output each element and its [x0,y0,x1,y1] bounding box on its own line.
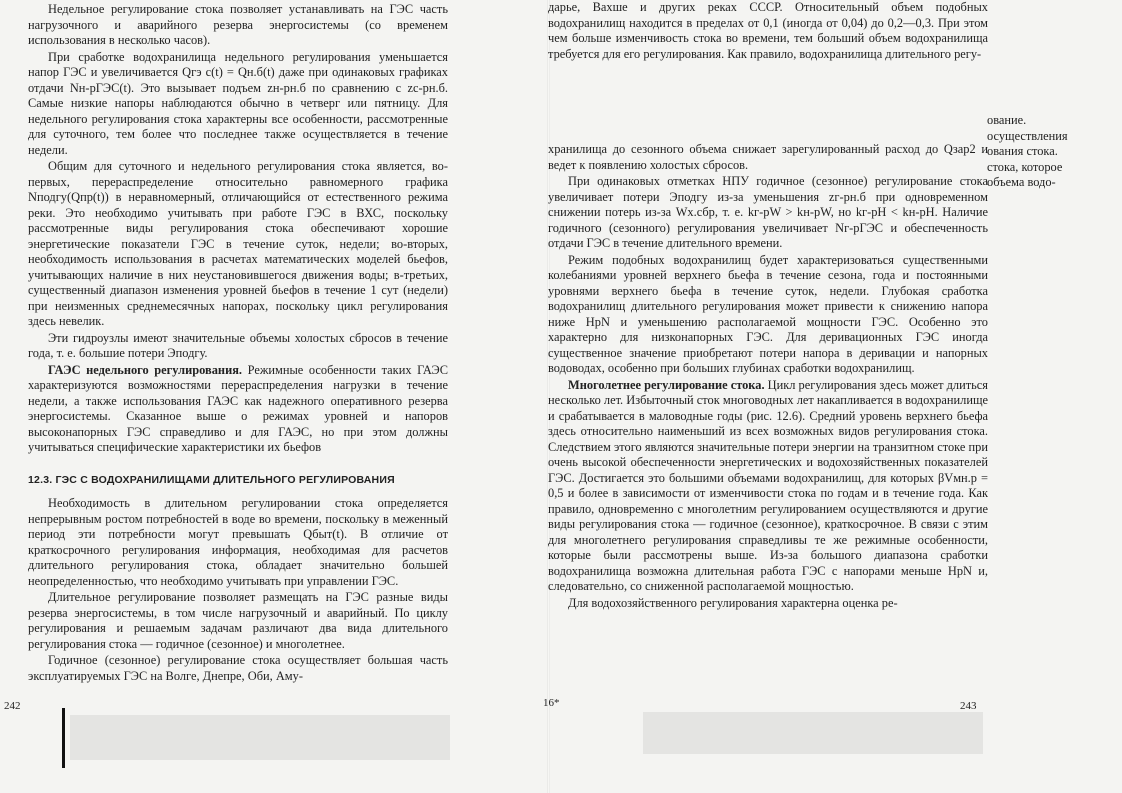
gaes-paragraph [28,363,448,456]
paragraph: При сработке водохранилища недельного регулирования уменьшается напор ГЭС и увеличивается Qгэ с(t) = Qн.б(t) даже при одинаковых графиках отдачи Nн-рГЭС(t). Это вызывает подъем zн-рн.б по сравнению с zс-рн.б. Самые низкие напоры наблюдаются обычно в четверг или пятницу. Для недельного регулирования стока характерны все особенности, рассмотренные для суточного, тем более что последнее также осуществляется в течение недели. [28,49,448,157]
page-number-right: 243 [960,700,977,712]
paragraph: Режим подобных водохранилищ будет характеризоваться существенными колебаниями уровней верхнего бьефа в течение сезона, года и постоянными уровнями верхнего бьефа в течение суток, недели. Глубокая сработка водохранилищ длительного регулирования может привести к снижению напора ниже HpN и уменьшению располагаемой мощности ГЭС. Особенно это характерно для низконапорных ГЭС. Для деривационных ГЭС иногда существенное значение приобретают потери напора в деривации и напорных водоводах, особенно при больших глубинах сработки водохранилищ. [548,252,988,375]
paragraph: Недельное регулирование стока позволяет устанавливать на ГЭС часть нагрузочного и аварийного резерва энергосистемы (со временем использования в несколько часов). [28,2,448,47]
bleed-through [70,715,450,760]
left-page [0,0,548,793]
paragraph: Эти гидроузлы имеют значительные объемы холостых сбросов в течение года, т. е. большие потери Эподгу. [28,330,448,360]
paragraph: Необходимость в длительном регулировании стока определяется непрерывным ростом потребностей в воде во времени, поскольку в меженный период эти потребности могут превышать Qбыт(t). В отличие от краткосрочного регулирования информация, необходимая для расчетов длительного регулирования стока, обладает значительно большей неопределенностью, что необходимо учитывать при управлении ГЭС. [28,496,448,588]
margin-fragment: объема водо- [987,175,1056,189]
multiyear-paragraph [548,378,988,595]
paragraph: При одинаковых отметках НПУ годичное (сезонное) регулирование стока увеличивает потери Эподгу из-за уменьшения zг-рн.б при одновременном снижении потерь из-за Wх.сбр, т. е. kг-рW > kн-рW, но kг-рH < kн-рH. Наличие годичного (сезонного) регулирования увеличивает Nг-рГЭС и обеспеченность отдачи ГЭС в течение длительного времени. [548,174,988,250]
paragraph: Для водохозяйственного регулирования характерна оценка ре- [568,595,898,610]
paragraph: хранилища до сезонного объема снижает зарегулированный расход до Qзар2 и ведет к появлению холостых сбросов. [548,142,988,172]
paragraph: дарье, Вахше и других реках СССР. Относительный объем подобных водохранилищ находится в пределах от 0,1 (иногда от 0,04) до 0,2—0,3. При этом чем больше изменчивость стока во времени, тем больший объем водохранилища требуется для его регулирования. Как правило, водохранилища длительного регу- [548,0,988,61]
left-column-top [28,2,448,456]
paragraph: Длительное регулирование позволяет размещать на ГЭС разные виды резерва энергосистемы, в том числе нагрузочный и аварийный. По циклу регулирования и решаемым задачам различают два вида длительного регулирования стока — годичное (сезонное) и многолетнее. [28,590,448,651]
adjacent-page-fragment [987,113,1122,191]
right-column-main [548,142,988,611]
gaes-text: Режимные особенности таких ГАЭС характеризуются возможностями перераспределения нагрузки в течение недели, а также использования ГАЭС как надежного оперативного резерва энергосистемы. Сказанное выше о режимах уровней и напоров высоконапорных ГЭС справедливо и для ГАЭС, но при этом должны учитываться специфические характеристики их бьефов [28,362,448,454]
paragraph: Годичное (сезонное) регулирование стока осуществляет большая часть эксплуатируемых ГЭС на Волге, Днепре, Оби, Аму- [28,653,448,683]
left-column-bottom [28,496,448,684]
bleed-through [643,712,983,754]
scan-artifact [62,708,65,768]
gaes-run-in-heading: ГАЭС недельного регулирования. [48,362,243,377]
multiyear-run-in-heading: Многолетнее регулирование стока. [568,377,765,392]
margin-fragment: осуществления [987,128,1068,143]
right-column-top [548,0,988,62]
margin-fragment: стока, которое [987,159,1063,174]
section-heading: 12.3. ГЭС С ВОДОХРАНИЛИЩАМИ ДЛИТЕЛЬНОГО РЕГУЛИРОВАНИЯ [28,474,395,486]
page-number-left: 242 [4,700,21,712]
signature-mark: 16* [543,697,560,709]
multiyear-text: Цикл регулирования здесь может длиться несколько лет. Избыточный сток многоводных лет накапливается в водохранилище и срабатывается в маловодные годы (рис. 12.6). Средний уровень верхнего бьефа здесь относительно наименьший из всех возможных видов регулирования стока. Следствием этого являются значительные потери энергии на транзитном стоке при очень высокой обеспеченности энергетических и водохозяйственных показателей ГЭС. Достигается это большими объемами водохранилищ, для которых βVмн.р = 0,5 и более в зависимости от изменчивости стока по годам и в течение года. Как правило, одновременно с многолетним регулированием осуществляются и другие виды регулирования стока — годичное (сезонное), краткосрочное. В связи с этим для многолетнего регулирования справедливы те же режимные особенности, которые были рассмотрены выше. Из-за большого диапазона сработки водохранилища возможна длительная работа ГЭС с напорами меньше HpN и, следовательно, со сниженной располагаемой мощностью. [548,377,988,593]
margin-fragment: ование. [987,113,1027,127]
paragraph: Общим для суточного и недельного регулирования стока является, во-первых, перераспределение относительно равномерного графика Nподгу(Qпр(t)) в неравномерный, отличающийся от естественного режима реки. Это необходимо учитывать при работе ГЭС в ВХС, поскольку рассмотренные виды регулирования стока обеспечивают хорошие энергетические показатели ГЭС в течение суток, недели; во-вторых, необходимость использования в расчетах математических моделей бьефов, учитывающих наличие в них неустановившегося движения воды; в-третьих, существенный диапазон изменения уровней бьефов в течение 1 сут (недели) при неизменных среднемесячных напорах, поскольку цикл регулирования здесь невелик. [28,159,448,328]
margin-fragment: ования стока. [987,144,1058,158]
